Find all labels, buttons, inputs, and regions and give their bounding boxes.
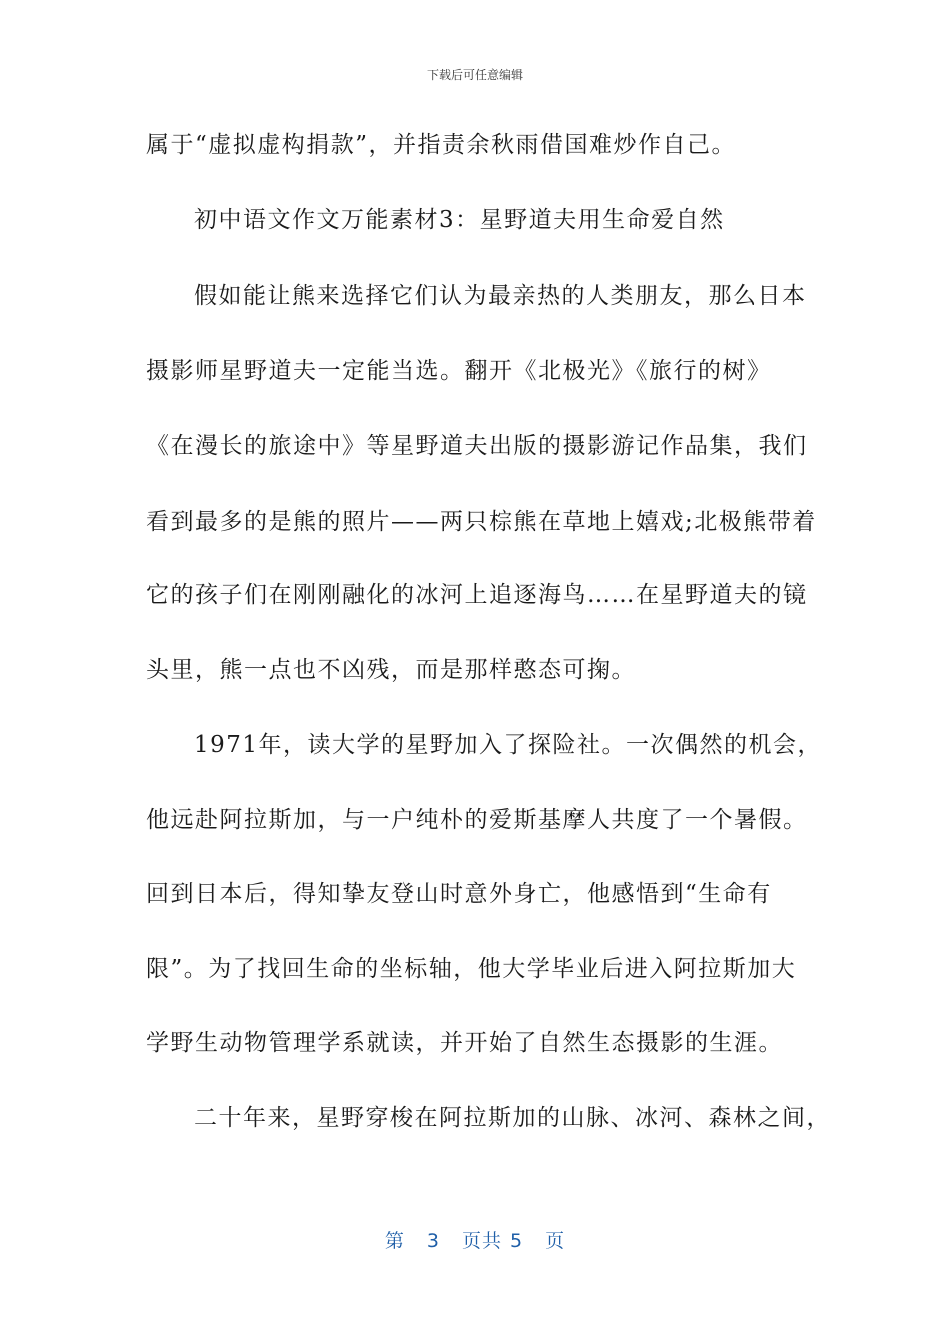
text-line: 它的孩子们在刚刚融化的冰河上追逐海鸟……在星野道夫的镜 — [146, 582, 808, 608]
text-line: 1971年，读大学的星野加入了探险社。一次偶然的机会， — [194, 732, 823, 758]
section-heading: 初中语文作文万能素材3：星野道夫用生命爱自然 — [194, 207, 725, 233]
page-total-label: 页共 — [461, 1230, 502, 1252]
page-label: 第 — [384, 1230, 405, 1252]
text-line: 学野生动物管理学系就读，并开始了自然生态摄影的生涯。 — [146, 1030, 783, 1056]
page-suffix: 页 — [545, 1230, 566, 1252]
text-line: 《在漫长的旅途中》等星野道夫出版的摄影游记作品集，我们 — [146, 433, 808, 459]
text-line: 回到日本后，得知挚友登山时意外身亡，他感悟到“生命有 — [146, 881, 772, 907]
text-line: 看到最多的是熊的照片——两只棕熊在草地上嬉戏;北极熊带着 — [146, 509, 817, 535]
page-current: 3 — [426, 1230, 440, 1252]
page-total: 5 — [510, 1230, 524, 1252]
download-note-header: 下载后可任意编辑 — [426, 68, 523, 82]
text-line: 限”。为了找回生命的坐标轴，他大学毕业后进入阿拉斯加大 — [146, 956, 797, 982]
text-line: 二十年来，星野穿梭在阿拉斯加的山脉、冰河、森林之间， — [194, 1105, 831, 1131]
text-line: 假如能让熊来选择它们认为最亲热的人类朋友，那么日本 — [194, 283, 807, 309]
page-number-footer — [0, 1226, 950, 1253]
text-line: 摄影师星野道夫一定能当选。翻开《北极光》《旅行的树》 — [146, 358, 772, 384]
text-line: 头里，熊一点也不凶残，而是那样憨态可掬。 — [146, 657, 636, 683]
text-line: 他远赴阿拉斯加，与一户纯朴的爱斯基摩人共度了一个暑假。 — [146, 807, 808, 833]
text-line: 属于“虚拟虚构捐款”，并指责余秋雨借国难炒作自己。 — [146, 132, 737, 158]
